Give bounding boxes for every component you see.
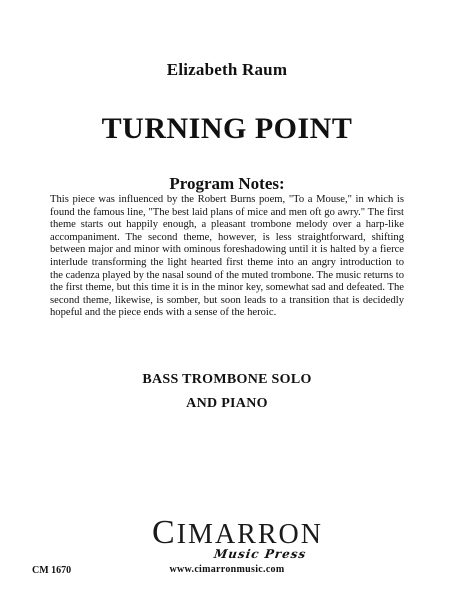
composer-name: Elizabeth Raum [166, 60, 288, 79]
piece-title: TURNING POINT [101, 112, 353, 145]
instrumentation-line-2: AND PIANO [186, 396, 268, 411]
program-notes-text: This piece was influenced by the Robert Burns poem, "To a Mouse," in which is found the famous line, "The best laid plans of mice and men oft go awry." The first theme starts out happily enough, a pleasant trombone melody over a harp-like accompaniment. The second theme, however, is less straightforward, shifting between major and minor with ominous foreshadowing until it is halted by a fierce interlude transforming the light hearted first theme into an angry introduction to the cadenza played by the nasal sound of the muted trombone. The music returns to the first theme, but this time it is in the minor key, somewhat sad and defeated. The second theme, likewise, is somber, but soon leads to a transition that is decidedly hopeful and the piece ends with a sense of the heroic. [50, 194, 404, 319]
program-notes-heading: Program Notes: [169, 174, 285, 193]
catalog-number: CM 1670 [32, 565, 72, 576]
publisher-logo-rest: IMARRON [176, 519, 323, 550]
publisher-website: www.cimarronmusic.com [169, 564, 285, 575]
instrumentation-line-1: BASS TROMBONE SOLO [142, 372, 312, 387]
publisher-logo-initial: C [152, 514, 177, 551]
publisher-logo-subtitle: Music Press [213, 547, 308, 561]
